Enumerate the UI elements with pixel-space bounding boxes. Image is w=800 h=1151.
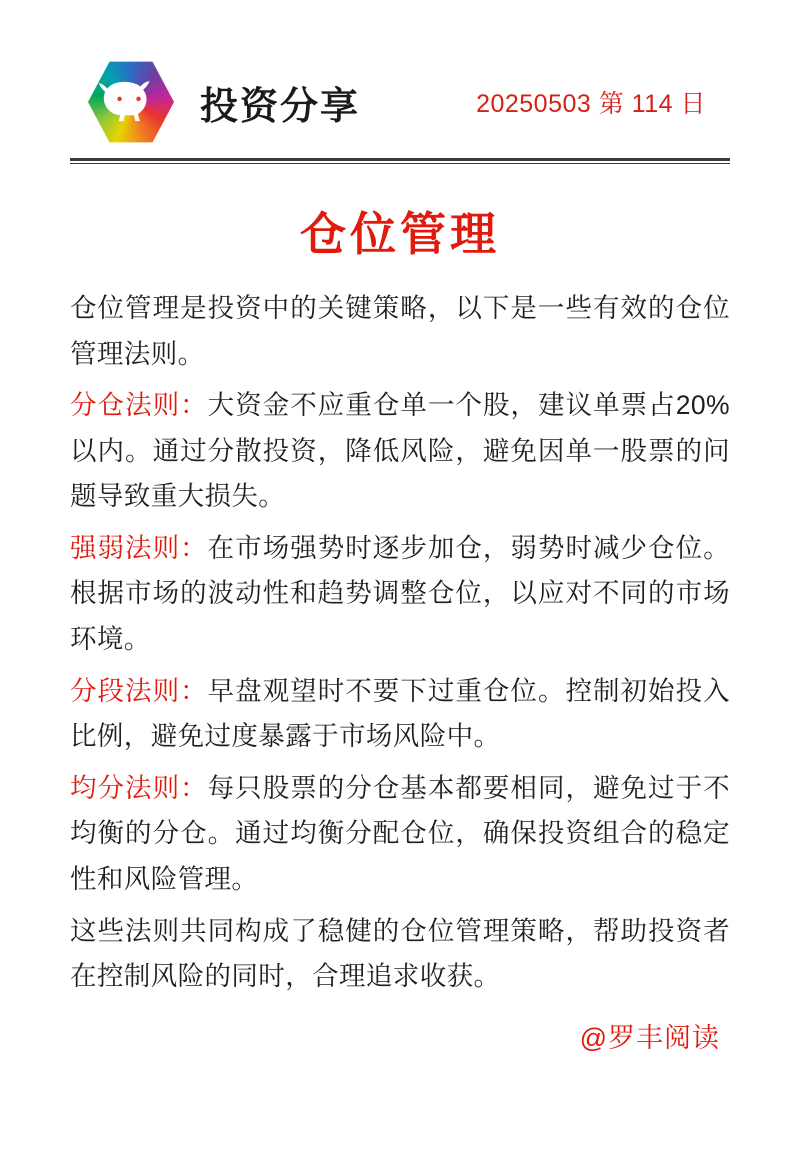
page-header (64, 56, 736, 148)
page-title: 仓位管理 (300, 208, 500, 260)
document-body (64, 286, 736, 1000)
paragraph-text: 仓位管理是投资中的关键策略，以下是一些有效的仓位管理法则。 (70, 293, 730, 369)
bull-icon (98, 74, 163, 129)
rainbow-hexagon-bull-logo-icon (88, 59, 174, 145)
rule-label: 分仓法则： (70, 390, 208, 421)
paragraph-conclusion (70, 909, 730, 1000)
paragraph-rule-2 (70, 526, 730, 663)
rule-label: 分段法则： (70, 675, 208, 706)
paragraph-text: 大资金不应重仓单一个股，建议单票占20%以内。通过分散投资，降低风险，避免因单一股票的问题导致重大损失。 (70, 390, 730, 512)
header-divider (70, 158, 730, 164)
paragraph-text: 早盘观望时不要下过重仓位。控制初始投入比例，避免过度暴露于市场风险中。 (70, 675, 731, 752)
paragraph-intro (70, 286, 730, 377)
paragraph-text: 这些法则共同构成了稳健的仓位管理策略，帮助投资者在控制风险的同时，合理追求收获。 (70, 915, 730, 992)
issue-date: 20250503 第 114 日 (476, 90, 706, 118)
brand-title: 投资分享 (200, 85, 361, 128)
paragraph-rule-4 (70, 766, 730, 903)
paragraph-text: 每只股票的分仓基本都要相同，避免过于不均衡的分仓。通过均衡分配仓位，确保投资组合的稳定性和风险管理。 (70, 772, 731, 894)
author-signature: @罗丰阅读 (579, 1023, 720, 1053)
paragraph-text: 在市场强势时逐步加仓，弱势时减少仓位。根据市场的波动性和趋势调整仓位，以应对不同的市场环境。 (70, 532, 731, 655)
paragraph-rule-3 (70, 669, 730, 760)
rule-label: 强弱法则： (70, 532, 208, 563)
paragraph-rule-1 (70, 383, 730, 520)
rule-label: 均分法则： (70, 772, 208, 803)
